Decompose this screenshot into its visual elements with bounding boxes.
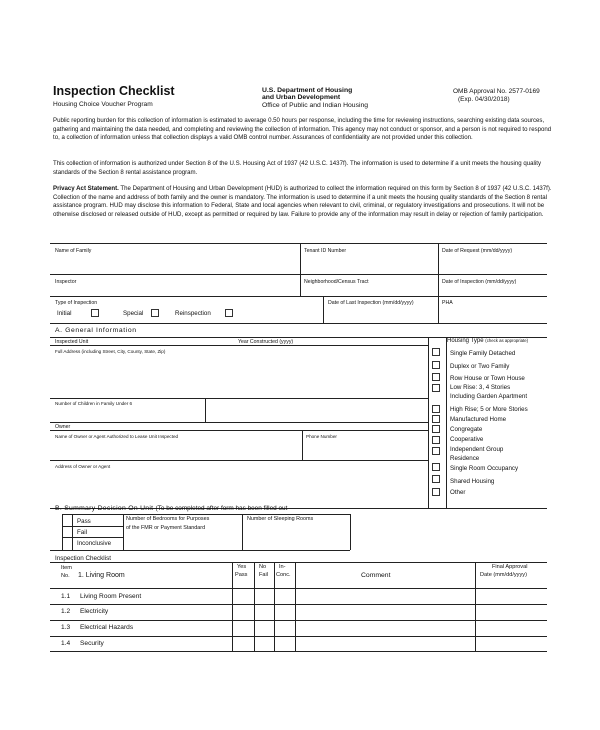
housing-type-residence: Residence [450,455,480,462]
final-approval-header: Final Approval [492,564,528,570]
tenant-id-label: Tenant ID Number [304,248,347,254]
privacy-body: The Department of Housing and Urban Development (HUD) is authorized to collect the information required on this form by Section 8 of 1937 (42 U.S.C. 1437f). Collection of the name and address of both family and the owner is mandatory. The information is used to determine if a unit meets the housing quality standards of the Section 8 rental assistance program. HUD may disclose this information to Federal, State and local agencies when relevant to civil, criminal, or regulatory investigations and prosecutions. It will not be otherwise disclosed or released outside of HUD, except as permitted or required by law. Failure to provide any of the information may result in delay or rejection of family participation. [53,185,552,218]
housing-type-checkbox[interactable] [432,463,440,471]
inspector-label: Inspector [55,279,77,285]
housing-type-manufactured: Manufactured Home [450,416,507,423]
type-of-inspection-label: Type of Inspection [55,300,98,306]
fail-label: Fail [77,529,87,536]
housing-type-checkbox[interactable] [432,405,440,413]
inspected-unit-label: Inspected Unit [55,339,89,345]
housing-type-duplex: Duplex or Two Family [450,363,510,370]
row-label: Electrical Hazards [80,624,134,631]
dept-line3: Office of Public and Indian Housing [262,102,369,109]
comment-header: Comment [361,572,391,579]
sleeping-rooms-label: Number of Sleeping Rooms [247,516,314,522]
children-under-6-label: Number of Children in Family Under 6 [55,401,133,406]
owner-label: Owner [55,424,71,430]
pha-label: PHA [442,300,453,306]
housing-type-checkbox[interactable] [432,425,440,433]
privacy-statement [53,185,553,219]
section-a-title: A. General Information [55,327,137,334]
special-checkbox[interactable] [151,309,159,317]
final-approval-date-header: Date (mm/dd/yyyy) [480,572,527,578]
no-col-header: No [259,564,267,570]
housing-type-high-rise: High Rise; 5 or More Stories [450,406,528,413]
pass-header: Pass [235,572,248,578]
name-of-family-label: Name of Family [55,248,92,254]
form-title: Inspection Checklist [53,84,175,98]
housing-type-checkbox[interactable] [432,373,440,381]
full-address-label: Full Address (including Street, City, County, State, Zip) [55,349,166,354]
phone-number-label: Phone Number [306,434,337,439]
bedrooms-label: Number of Bedrooms for Purposes [126,516,210,522]
housing-type-low-rise-detail: Including Garden Apartment [450,393,528,400]
housing-type-congregate: Congregate [450,426,483,433]
housing-type-checkbox[interactable] [432,361,440,369]
date-last-inspection-label: Date of Last Inspection (mm/dd/yyyy) [328,300,414,306]
no-header: No. [61,573,70,579]
checklist-title: Inspection Checklist [55,555,111,562]
reinspection-label: Reinspection [175,310,211,317]
housing-type-single-family: Single Family Detached [450,350,516,357]
housing-type-independent-group: Independent Group [450,446,504,453]
omb-expiration: (Exp. 04/30/2018) [458,96,510,103]
initial-checkbox[interactable] [91,309,99,317]
conc-header: Conc. [276,572,291,578]
housing-type-other: Other [450,489,466,496]
housing-type-checkbox[interactable] [432,475,440,483]
owner-address-label: Address of Owner or Agent [55,464,111,469]
section-b-title: B. Summary Decision On Unit (To be completed after form has been filled out [55,505,288,512]
housing-type-checkbox[interactable] [432,488,440,496]
housing-type-checkbox[interactable] [432,384,440,392]
housing-type-low-rise: Low Rise: 3, 4 Stories [450,384,511,391]
housing-type-row-house: Row House or Town House [450,375,525,382]
housing-type-checkbox[interactable] [432,436,440,444]
housing-type-cooperative: Cooperative [450,436,484,443]
date-of-request-label: Date of Request (mm/dd/yyyy) [442,248,513,254]
item-header: Item [61,565,72,571]
housing-type-shared: Shared Housing [450,478,495,485]
fail-header: Fail [259,572,269,578]
dept-line1: U.S. Department of Housing [262,87,353,94]
row-number: 1.4 [61,640,71,647]
housing-type-title: Housing Type (check as appropriate) [447,338,529,344]
row-number: 1.1 [61,593,71,600]
row-number: 1.2 [61,608,71,615]
year-constructed-label: Year Constructed (yyyy) [238,339,294,345]
burden-statement: Public reporting burden for this collection of information is estimated to average 0.50 hours per response, including the time for reviewing instructions, searching existing data sources, gathering and maintaining the data needed, and completing and reviewing the collection of information. This agency may not conduct or sponsor, and a person is not required to respond to, a collection of information unless that collection displays a valid OMB control number. Assurances of confidentiality are not provided under this collection. [53,117,552,142]
initial-label: Initial [57,310,72,317]
date-of-inspection-label: Date of Inspection (mm/dd/yyyy) [442,279,517,285]
dept-line2: and Urban Development [262,94,341,101]
neighborhood-label: Neighborhood/Census Tract [304,279,369,285]
bedrooms-label-line2: of the FMR or Payment Standard [126,525,206,531]
omb-number: OMB Approval No. 2577-0169 [453,88,540,95]
row-label: Security [80,640,104,647]
housing-type-checkbox[interactable] [432,348,440,356]
yes-header: Yes [237,564,247,570]
in-header: In- [279,564,286,570]
pass-label: Pass [77,518,91,525]
inconclusive-label: Inconclusive [77,540,112,547]
row-label: Living Room Present [80,593,142,600]
special-label: Special [123,310,144,317]
row-number: 1.3 [61,624,71,631]
housing-type-sro: Single Room Occupancy [450,465,519,472]
authority-statement: This collection of information is authorized under Section 8 of the U.S. Housing Act of 1937 (42 U.S.C. 1437f). The information is used to determine if a unit meets the housing quality standards of the Section 8 rental assistance program. [53,160,541,176]
row-label: Electricity [80,608,109,615]
program-name: Housing Choice Voucher Program [53,101,153,108]
housing-type-checkbox[interactable] [432,447,440,455]
privacy-title: Privacy Act Statement. [53,185,119,192]
housing-type-checkbox[interactable] [432,415,440,423]
reinspection-checkbox[interactable] [225,309,233,317]
owner-name-label: Name of Owner or Agent Authorized to Lease Unit Inspected [55,434,179,439]
living-room-section: 1. Living Room [78,572,125,579]
